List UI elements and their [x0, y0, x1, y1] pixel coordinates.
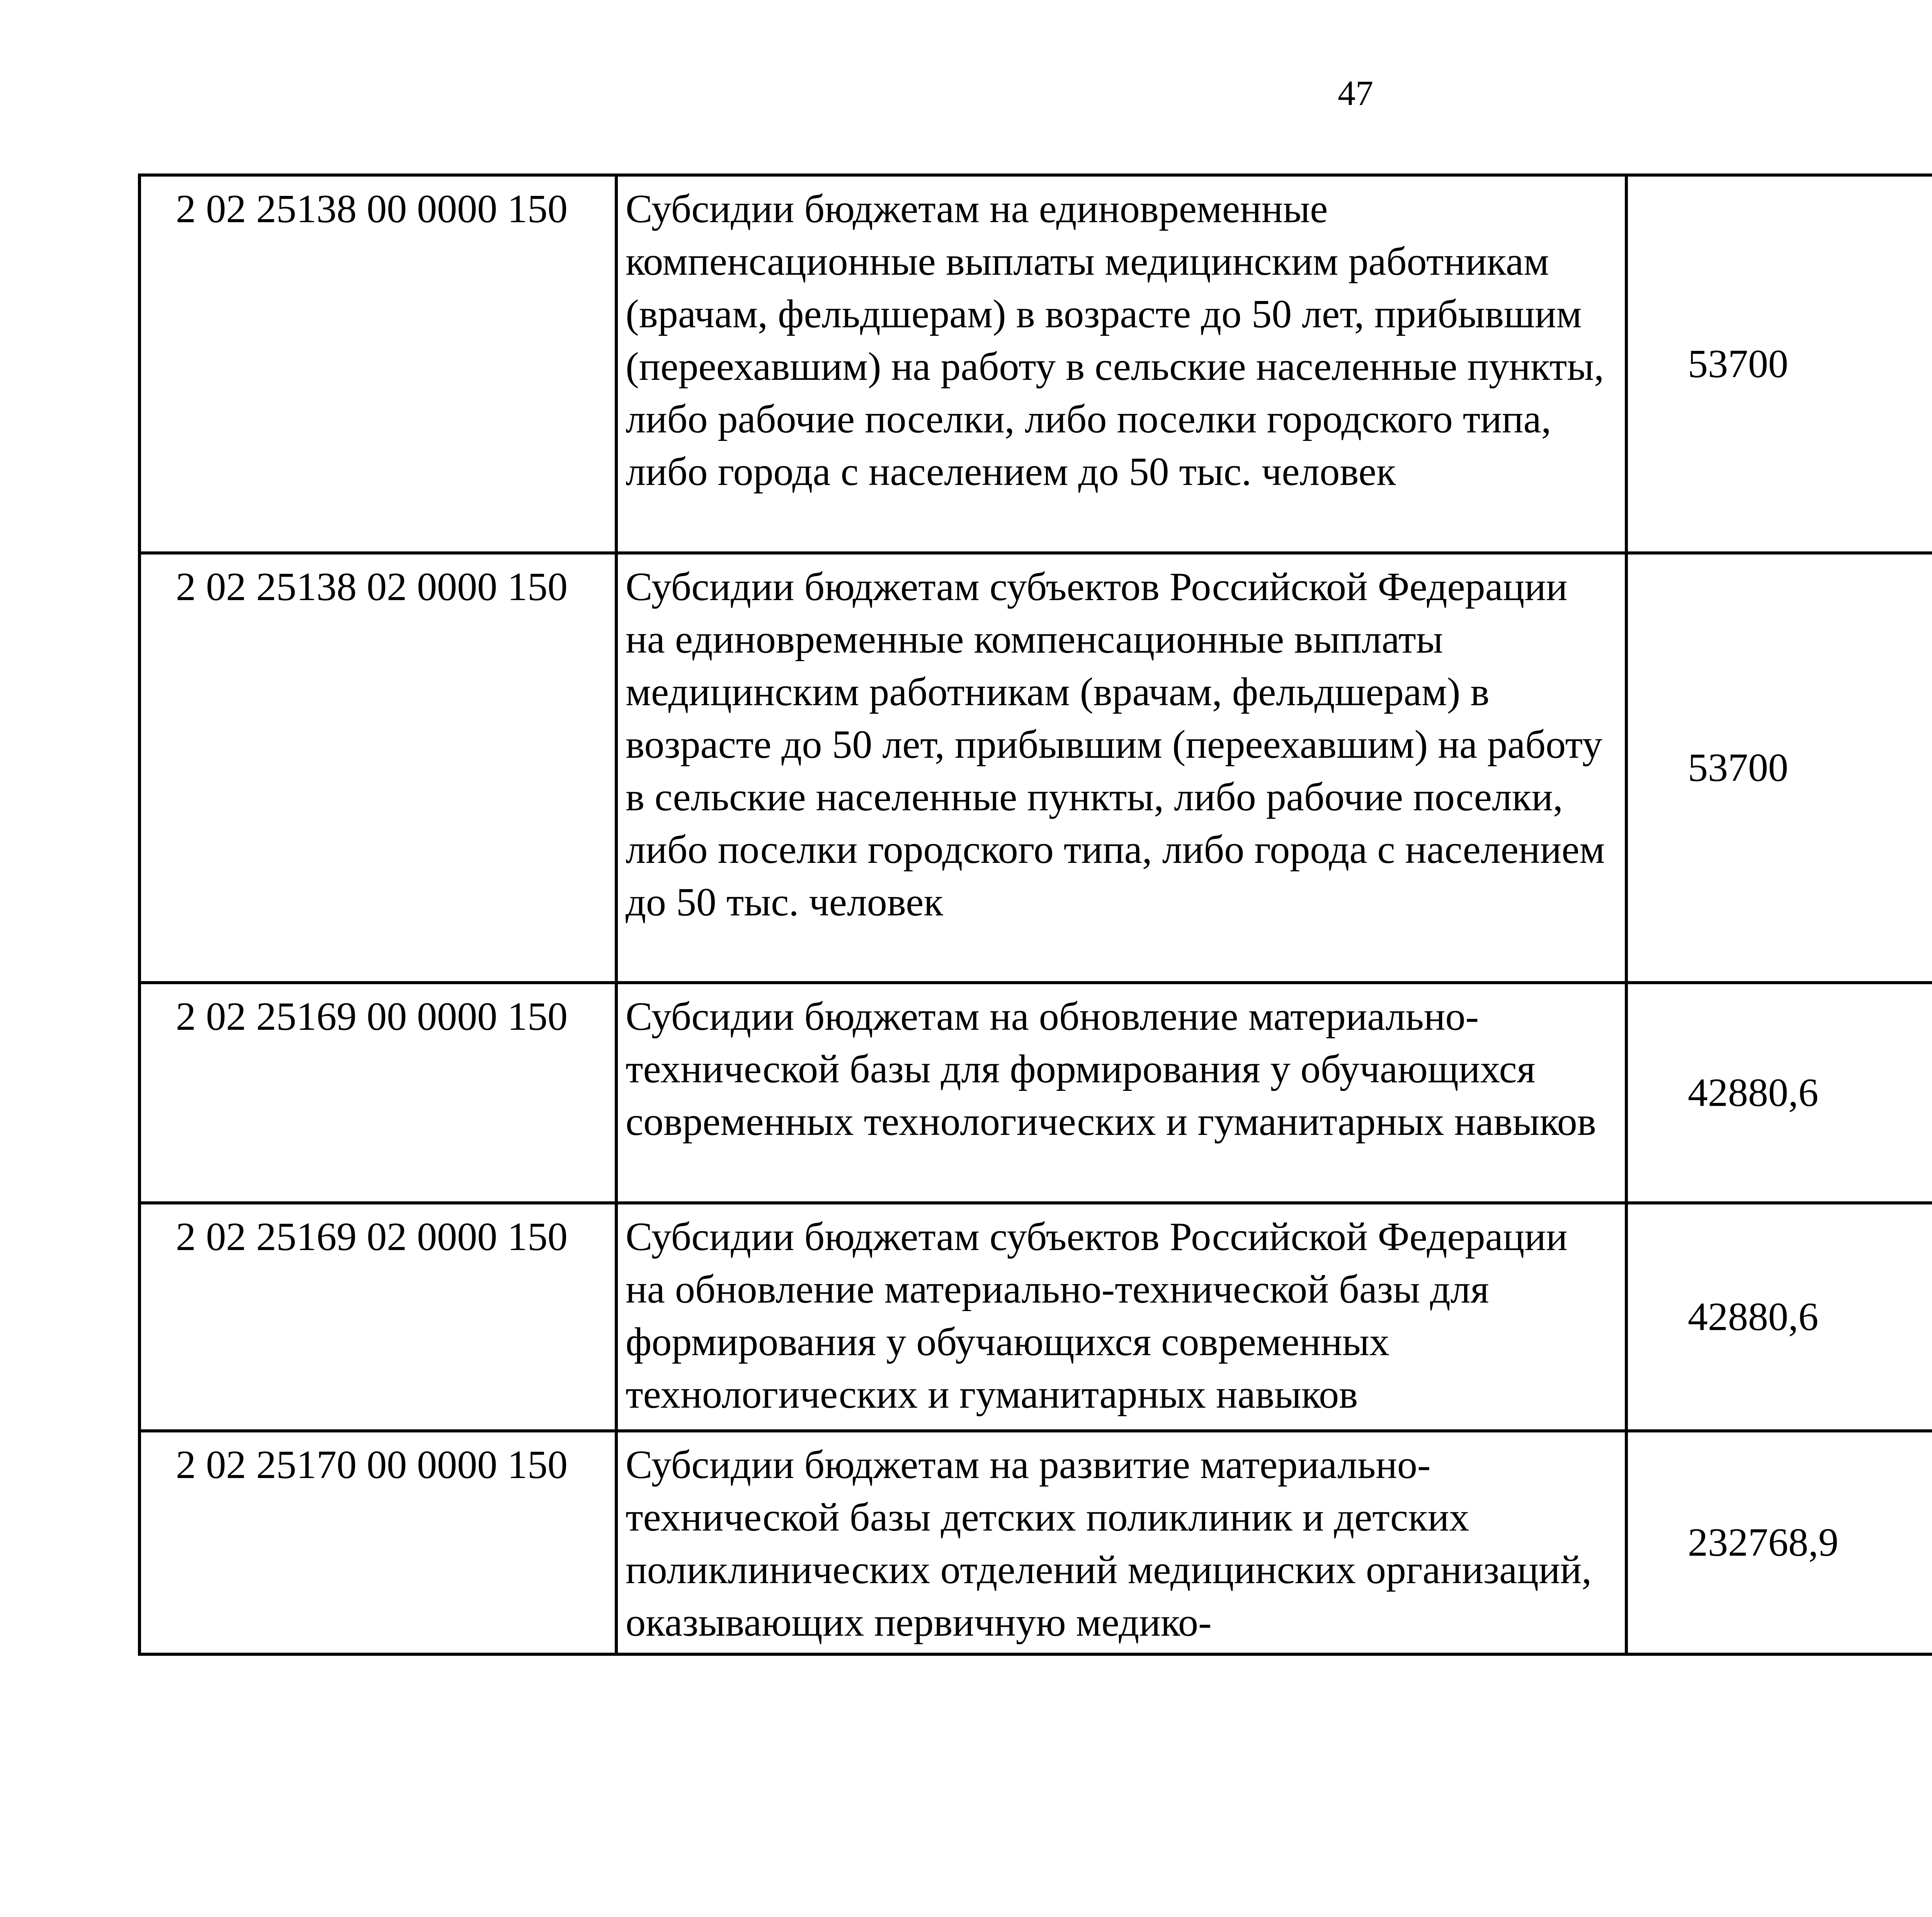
description-cell: Субсидии бюджетам на развитие материально-технической базы детских поликлиник и детских поликлинических отделений медицинских организаций, оказывающих первичную медико- [616, 1431, 1626, 1654]
budget-code-cell: 2 02 25169 02 0000 150 [139, 1203, 616, 1431]
amount-cell-1: 42880,6 [1626, 983, 1932, 1203]
table-row [139, 175, 1932, 553]
table-row [139, 983, 1932, 1203]
budget-code-cell: 2 02 25170 00 0000 150 [139, 1431, 616, 1654]
description-cell: Субсидии бюджетам субъектов Российской Федерации на единовременные компенсационные выплаты медицинским работникам (врачам, фельдшерам) в возрасте до 50 лет, прибывшим (переехавшим) на работу в сельские населенные пункты, либо рабочие поселки, либо поселки городского типа, либо города с населением до 50 тыс. человек [616, 553, 1626, 983]
table-row [139, 1203, 1932, 1431]
table-row [139, 553, 1932, 983]
description-cell: Субсидии бюджетам субъектов Российской Федерации на обновление материально-технической базы для формирования у обучающихся современных технологических и гуманитарных навыков [616, 1203, 1626, 1431]
description-cell: Субсидии бюджетам на единовременные компенсационные выплаты медицинским работникам (врачам, фельдшерам) в возрасте до 50 лет, прибывшим (переехавшим) на работу в сельские населенные пункты, либо рабочие поселки, либо поселки городского типа, либо города с населением до 50 тыс. человек [616, 175, 1626, 553]
budget-code-cell: 2 02 25138 00 0000 150 [139, 175, 616, 553]
amount-cell-1: 53700 [1626, 175, 1932, 553]
budget-code-cell: 2 02 25138 02 0000 150 [139, 553, 616, 983]
description-cell: Субсидии бюджетам на обновление материально-технической базы для формирования у обучающихся современных технологических и гуманитарных навыков [616, 983, 1626, 1203]
amount-cell-1: 53700 [1626, 553, 1932, 983]
budget-revenue-table [138, 173, 1932, 1656]
page-number: 47 [1338, 73, 1373, 113]
table-row [139, 1431, 1932, 1654]
budget-code-cell: 2 02 25169 00 0000 150 [139, 983, 616, 1203]
amount-cell-1: 42880,6 [1626, 1203, 1932, 1431]
amount-cell-1: 232768,9 [1626, 1431, 1932, 1654]
